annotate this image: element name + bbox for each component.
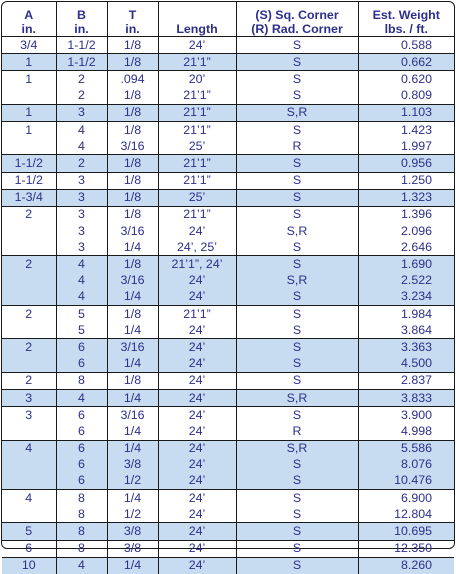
cell-t: 1/8 — [107, 256, 158, 273]
table-row — [2, 457, 454, 473]
cell-a: 4 — [2, 490, 56, 507]
cell-a: 1 — [2, 71, 56, 88]
cell-b: 4 — [56, 138, 107, 155]
cell-t: 1/8 — [107, 372, 158, 389]
cell-length: 21’1” — [158, 155, 236, 172]
cell-weight: 3.363 — [358, 339, 454, 356]
cell-b: 4 — [56, 389, 107, 406]
table-row — [2, 54, 454, 71]
cell-corner: S — [236, 289, 358, 306]
cell-weight: 1.423 — [358, 121, 454, 138]
cell-t: 1/4 — [107, 322, 158, 339]
cell-length: 21’1” — [158, 172, 236, 189]
cell-t: 1/8 — [107, 37, 158, 54]
table-row — [2, 557, 454, 574]
cell-a: 2 — [2, 256, 56, 273]
cell-t: 1/4 — [107, 490, 158, 507]
cell-corner: S — [236, 37, 358, 54]
cell-corner: S — [236, 540, 358, 557]
cell-length: 21’1” — [158, 88, 236, 105]
cell-corner: S — [236, 523, 358, 540]
cell-corner: S,R — [236, 223, 358, 239]
cell-length: 21’1” — [158, 306, 236, 323]
cell-t: 1/8 — [107, 172, 158, 189]
cell-length: 24’ — [158, 407, 236, 424]
cell-t: 1/4 — [107, 440, 158, 457]
cell-weight: 0.809 — [400, 88, 432, 103]
cell-length: 24’ — [158, 423, 236, 440]
cell-t: 3/16 — [107, 407, 158, 424]
cell-t: 3/8 — [107, 540, 158, 557]
cell-length: 24’ — [158, 389, 236, 406]
cell-b: 6 — [56, 407, 107, 424]
cell-t: 1/4 — [107, 557, 158, 574]
cell-corner: S — [236, 256, 358, 273]
cell-weight: 2.522 — [358, 273, 454, 289]
table-row — [2, 473, 454, 490]
cell-b: 6 — [56, 457, 107, 473]
cell-weight: 1.396 — [358, 206, 454, 223]
cell-b: 2 — [56, 71, 107, 88]
cell-weight: 1.690 — [358, 256, 454, 273]
cell-weight: 2.837 — [358, 372, 454, 389]
tubing-spec-table — [2, 2, 454, 574]
cell-length: 24’ — [158, 506, 236, 523]
cell-t: 3/8 — [107, 523, 158, 540]
cell-corner: S — [236, 372, 358, 389]
table-row — [2, 239, 454, 256]
cell-a — [2, 239, 56, 256]
cell-b: 2 — [56, 155, 107, 172]
cell-a: 10 — [2, 557, 56, 574]
table-row — [2, 223, 454, 239]
cell-corner: S — [236, 306, 358, 323]
cell-a — [2, 88, 56, 105]
cell-a: 3 — [2, 389, 56, 406]
table-row — [2, 322, 454, 339]
cell-length: 24’ — [158, 540, 236, 557]
header-b: B in. — [56, 2, 107, 37]
cell-t: 1/4 — [107, 389, 158, 406]
table-row — [2, 289, 454, 306]
cell-b: 8 — [56, 372, 107, 389]
table-row — [2, 37, 454, 54]
cell-t: 3/16 — [107, 273, 158, 289]
cell-a — [2, 356, 56, 373]
cell-length: 24’ — [158, 322, 236, 339]
cell-corner: S — [236, 121, 358, 138]
table-row — [2, 339, 454, 356]
cell-t: 3/16 — [107, 223, 158, 239]
cell-weight: 10.695 — [358, 523, 454, 540]
cell-b: 4 — [56, 557, 107, 574]
cell-weight: 4.500 — [358, 356, 454, 373]
cell-b: 3 — [56, 223, 107, 239]
table-row — [2, 356, 454, 373]
cell-corner: S — [236, 490, 358, 507]
cell-b: 6 — [56, 440, 107, 457]
cell-b: 8 — [56, 540, 107, 557]
table-row — [2, 306, 454, 323]
table-row — [2, 138, 454, 155]
cell-weight: 3.900 — [358, 407, 454, 424]
cell-t: .094 — [107, 71, 158, 88]
cell-t: 1/2 — [107, 506, 158, 523]
cell-corner: S — [236, 189, 358, 206]
cell-length: 24’ — [158, 457, 236, 473]
cell-t: 1/8 — [107, 121, 158, 138]
table-row — [2, 256, 454, 273]
cell-b: 6 — [56, 473, 107, 490]
table-row — [2, 490, 454, 507]
cell-a — [2, 223, 56, 239]
cell-a — [2, 473, 56, 490]
cell-corner: S,R — [236, 389, 358, 406]
cell-t: 1/8 — [107, 155, 158, 172]
cell-a — [2, 322, 56, 339]
table-row — [2, 273, 454, 289]
table-row — [2, 389, 454, 406]
header-length: Length — [158, 2, 236, 37]
cell-t: 1/4 — [107, 423, 158, 440]
table-row — [2, 206, 454, 223]
cell-corner: S — [236, 356, 358, 373]
table-row — [2, 88, 454, 105]
table-row — [2, 523, 454, 540]
cell-a: 2 — [2, 372, 56, 389]
table-row — [2, 423, 454, 440]
cell-b: 3 — [56, 206, 107, 223]
cell-corner: S — [236, 239, 358, 256]
header-a: A in. — [2, 2, 56, 37]
table-row — [2, 172, 454, 189]
cell-a: 4 — [2, 440, 56, 457]
table-row — [2, 155, 454, 172]
cell-a: 2 — [2, 306, 56, 323]
cell-corner: R — [236, 423, 358, 440]
cell-length: 24’ — [158, 557, 236, 574]
cell-length: 24’ — [158, 223, 236, 239]
table-row — [2, 121, 454, 138]
cell-b: 3 — [56, 104, 107, 121]
cell-b: 8 — [56, 506, 107, 523]
cell-t: 1/8 — [107, 189, 158, 206]
cell-weight: 0.662 — [358, 54, 454, 71]
cell-b: 8 — [56, 523, 107, 540]
cell-corner: S — [236, 506, 358, 523]
cell-weight: 0.956 — [358, 155, 454, 172]
cell-t: 1/4 — [107, 356, 158, 373]
cell-a: 5 — [2, 523, 56, 540]
cell-length: 24’ — [158, 339, 236, 356]
cell-a: 1 — [2, 104, 56, 121]
table-row — [2, 506, 454, 523]
header-weight: Est. Weight lbs. / ft. — [358, 2, 454, 37]
cell-b: 8 — [56, 490, 107, 507]
cell-b: 6 — [56, 356, 107, 373]
cell-length: 21’1” — [158, 121, 236, 138]
cell-length: 24’ — [158, 37, 236, 54]
cell-corner: S — [236, 457, 358, 473]
cell-weight: 3.864 — [400, 322, 432, 337]
cell-weight: 2.096 — [400, 223, 432, 238]
cell-a: 1-3/4 — [2, 189, 56, 206]
cell-t: 3/8 — [107, 457, 158, 473]
cell-weight: 5.586 — [358, 440, 454, 457]
cell-length: 21’1”, 24’ — [158, 256, 236, 273]
cell-t: 1/2 — [107, 473, 158, 490]
cell-a — [2, 273, 56, 289]
cell-b: 1-1/2 — [56, 37, 107, 54]
cell-length: 24’ — [158, 372, 236, 389]
table-row — [2, 104, 454, 121]
cell-length: 21’1” — [158, 54, 236, 71]
cell-a — [2, 506, 56, 523]
table-row — [2, 440, 454, 457]
cell-a: 1-1/2 — [2, 155, 56, 172]
cell-weight: 10.476 — [358, 473, 454, 490]
header-corner: (S) Sq. Corner (R) Rad. Corner — [236, 2, 358, 37]
cell-weight: 1.250 — [358, 172, 454, 189]
cell-a: 3/4 — [2, 37, 56, 54]
cell-b: 4 — [56, 121, 107, 138]
cell-length: 25’ — [158, 138, 236, 155]
cell-length: 24’ — [158, 356, 236, 373]
cell-corner: S,R — [236, 104, 358, 121]
cell-t: 1/8 — [107, 54, 158, 71]
cell-b: 1-1/2 — [56, 54, 107, 71]
table-row — [2, 407, 454, 424]
cell-weight: 0.588 — [400, 37, 432, 52]
cell-a: 1-1/2 — [2, 172, 56, 189]
cell-weight: 2.646 — [400, 239, 432, 254]
cell-corner: S — [236, 473, 358, 490]
cell-b: 3 — [56, 172, 107, 189]
cell-weight: 0.620 — [358, 71, 454, 88]
table-row — [2, 189, 454, 206]
cell-weight: 1.984 — [358, 306, 454, 323]
cell-weight: 1.323 — [358, 189, 454, 206]
cell-length: 24’ — [158, 273, 236, 289]
cell-weight: 8.076 — [358, 457, 454, 473]
cell-weight: 4.998 — [400, 423, 432, 438]
cell-t: 1/8 — [107, 306, 158, 323]
cell-length: 25’ — [158, 189, 236, 206]
cell-a: 3 — [2, 407, 56, 424]
cell-corner: S — [236, 206, 358, 223]
cell-a: 1 — [2, 121, 56, 138]
cell-a: 1 — [2, 54, 56, 71]
cell-t: 1/8 — [107, 88, 158, 105]
spec-table-frame — [1, 1, 455, 573]
cell-corner: S — [236, 339, 358, 356]
cell-a — [2, 289, 56, 306]
cell-a: 6 — [2, 540, 56, 557]
cell-weight: 3.234 — [358, 289, 454, 306]
cell-t: 3/16 — [107, 138, 158, 155]
cell-b: 3 — [56, 189, 107, 206]
cell-length: 24’ — [158, 473, 236, 490]
cell-t: 1/4 — [107, 289, 158, 306]
cell-b: 4 — [56, 273, 107, 289]
cell-b: 6 — [56, 423, 107, 440]
cell-t: 1/8 — [107, 206, 158, 223]
cell-t: 1/4 — [107, 239, 158, 256]
cell-length: 21’1” — [158, 206, 236, 223]
cell-length: 24’ — [158, 490, 236, 507]
cell-corner: S — [236, 54, 358, 71]
cell-corner: S — [236, 407, 358, 424]
cell-a: 2 — [2, 339, 56, 356]
cell-t: 3/16 — [107, 339, 158, 356]
cell-weight: 1.997 — [400, 138, 432, 153]
cell-a — [2, 457, 56, 473]
cell-b: 6 — [56, 339, 107, 356]
cell-length: 24’ — [158, 523, 236, 540]
cell-length: 24’ — [158, 440, 236, 457]
cell-a: 2 — [2, 206, 56, 223]
cell-weight: 12.350 — [358, 540, 454, 557]
cell-a — [2, 423, 56, 440]
cell-corner: S — [236, 172, 358, 189]
cell-corner: S,R — [236, 273, 358, 289]
cell-weight: 6.900 — [358, 490, 454, 507]
header-row — [2, 2, 454, 37]
cell-a — [2, 138, 56, 155]
header-t: T in. — [107, 2, 158, 37]
cell-corner: S — [236, 71, 358, 88]
cell-t: 1/8 — [107, 104, 158, 121]
table-row — [2, 372, 454, 389]
cell-corner: S,R — [236, 440, 358, 457]
cell-corner: S — [236, 557, 358, 574]
table-row — [2, 71, 454, 88]
cell-b: 5 — [56, 306, 107, 323]
cell-corner: S — [236, 322, 358, 339]
cell-length: 20’ — [158, 71, 236, 88]
cell-weight: 1.103 — [358, 104, 454, 121]
cell-corner: S — [236, 155, 358, 172]
cell-b: 4 — [56, 289, 107, 306]
cell-corner: R — [236, 138, 358, 155]
cell-length: 21’1” — [158, 104, 236, 121]
cell-length: 24’ — [158, 289, 236, 306]
cell-weight: 3.833 — [358, 389, 454, 406]
cell-weight: 12.804 — [394, 506, 432, 521]
cell-b: 4 — [56, 256, 107, 273]
cell-weight: 8.260 — [358, 557, 454, 574]
cell-b: 5 — [56, 322, 107, 339]
cell-b: 3 — [56, 239, 107, 256]
cell-corner: S — [236, 88, 358, 105]
cell-b: 2 — [56, 88, 107, 105]
cell-length: 24’, 25’ — [158, 239, 236, 256]
table-row — [2, 540, 454, 557]
